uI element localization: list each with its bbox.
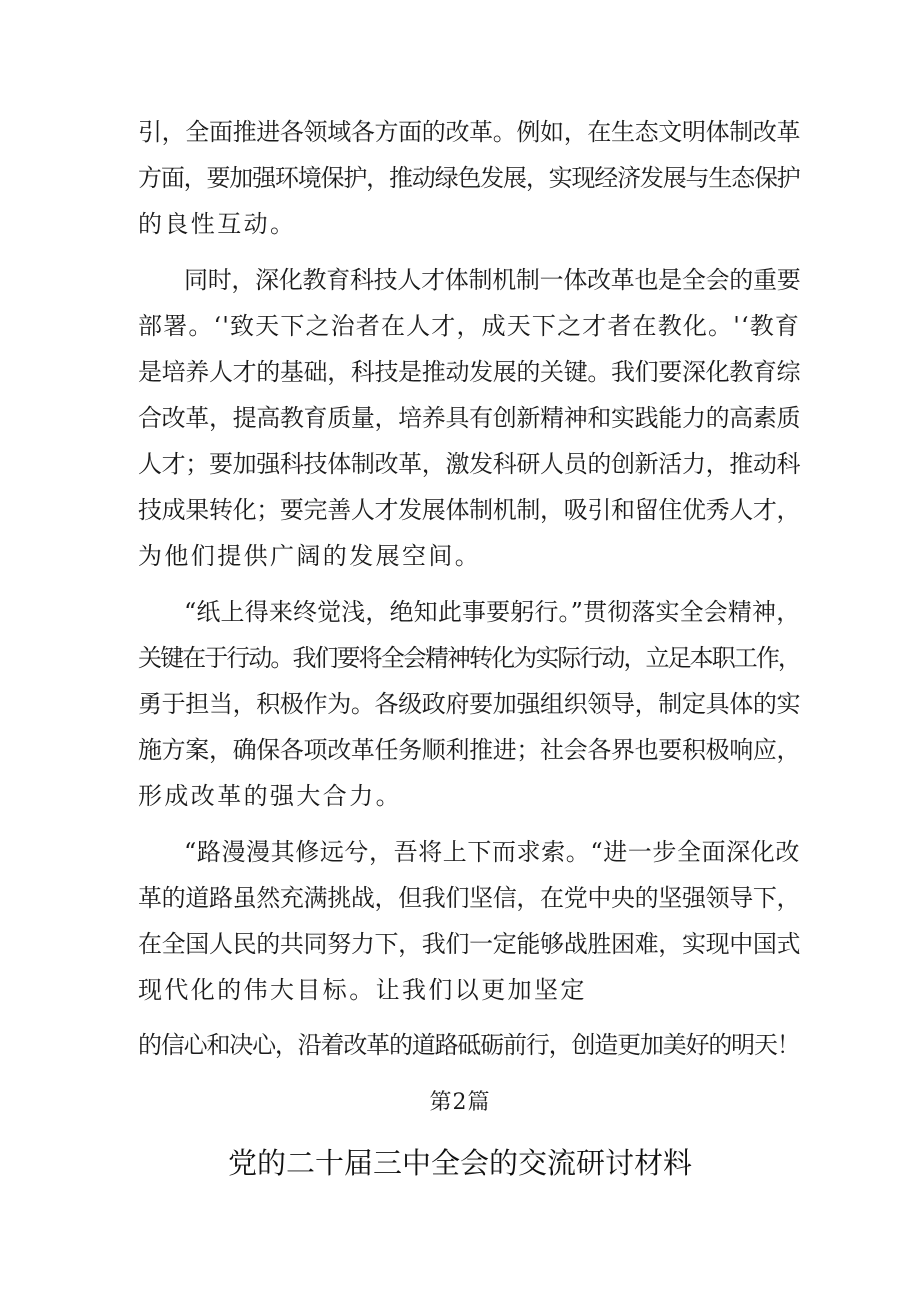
text-line: 的信心和决心，沿着改革的道路砥砺前行，创造更加美好的明天！ [138,1031,800,1059]
text-line: 关键在于行动。我们要将全会精神转化为实际行动，立足本职工作， [138,644,800,672]
text-line: “纸上得来终觉浅，绝知此事要躬行。”贯彻落实全会精神， [184,598,801,626]
text-line: 革的道路虽然充满挑战，但我们坚信，在党中央的坚强领导下， [138,884,801,912]
text-line: 勇于担当，积极作为。各级政府要加强组织领导，制定具体的实 [138,690,801,718]
text-line: 引，全面推进各领域各方面的改革。例如，在生态文明体制改革 [138,118,801,146]
text-line: 是培养人才的基础，科技是推动发展的关键。我们要深化教育综 [138,358,801,386]
text-line: 同时，深化教育科技人才体制机制一体改革也是全会的重要 [184,266,801,294]
document-title: 党的二十届三中全会的交流研讨材料 [227,1146,692,1180]
text-line: 人才；要加强科技体制改革，激发科研人员的创新活力，推动科 [138,450,801,478]
text-line: 为他们提供广阔的发展空间。 [138,542,482,570]
text-line: 方面，要加强环境保护，推动绿色发展，实现经济发展与生态保护 [138,164,800,192]
text-line: 合改革，提高教育质量，培养具有创新精神和实践能力的高素质 [138,404,801,432]
section-label: 第2篇 [429,1090,491,1115]
text-line: 形成改革的强大合力。 [138,782,402,810]
text-line: 施方案，确保各项改革任务顺利推进；社会各界也要积极响应， [138,736,801,764]
text-line: 技成果转化；要完善人才发展体制机制，吸引和留住优秀人才， [138,496,801,524]
text-line: 现代化的伟大目标。让我们以更加坚定 [138,976,587,1004]
text-line: “路漫漫其修远兮，吾将上下而求索。“进一步全面深化改 [184,838,800,866]
text-line: 在全国人民的共同努力下，我们一定能够战胜困难，实现中国式 [138,930,801,958]
text-line: 部署。‘'致天下之治者在人才，成天下之才者在教化。'‘教育 [138,312,801,340]
text-line: 的良性互动。 [138,210,297,238]
